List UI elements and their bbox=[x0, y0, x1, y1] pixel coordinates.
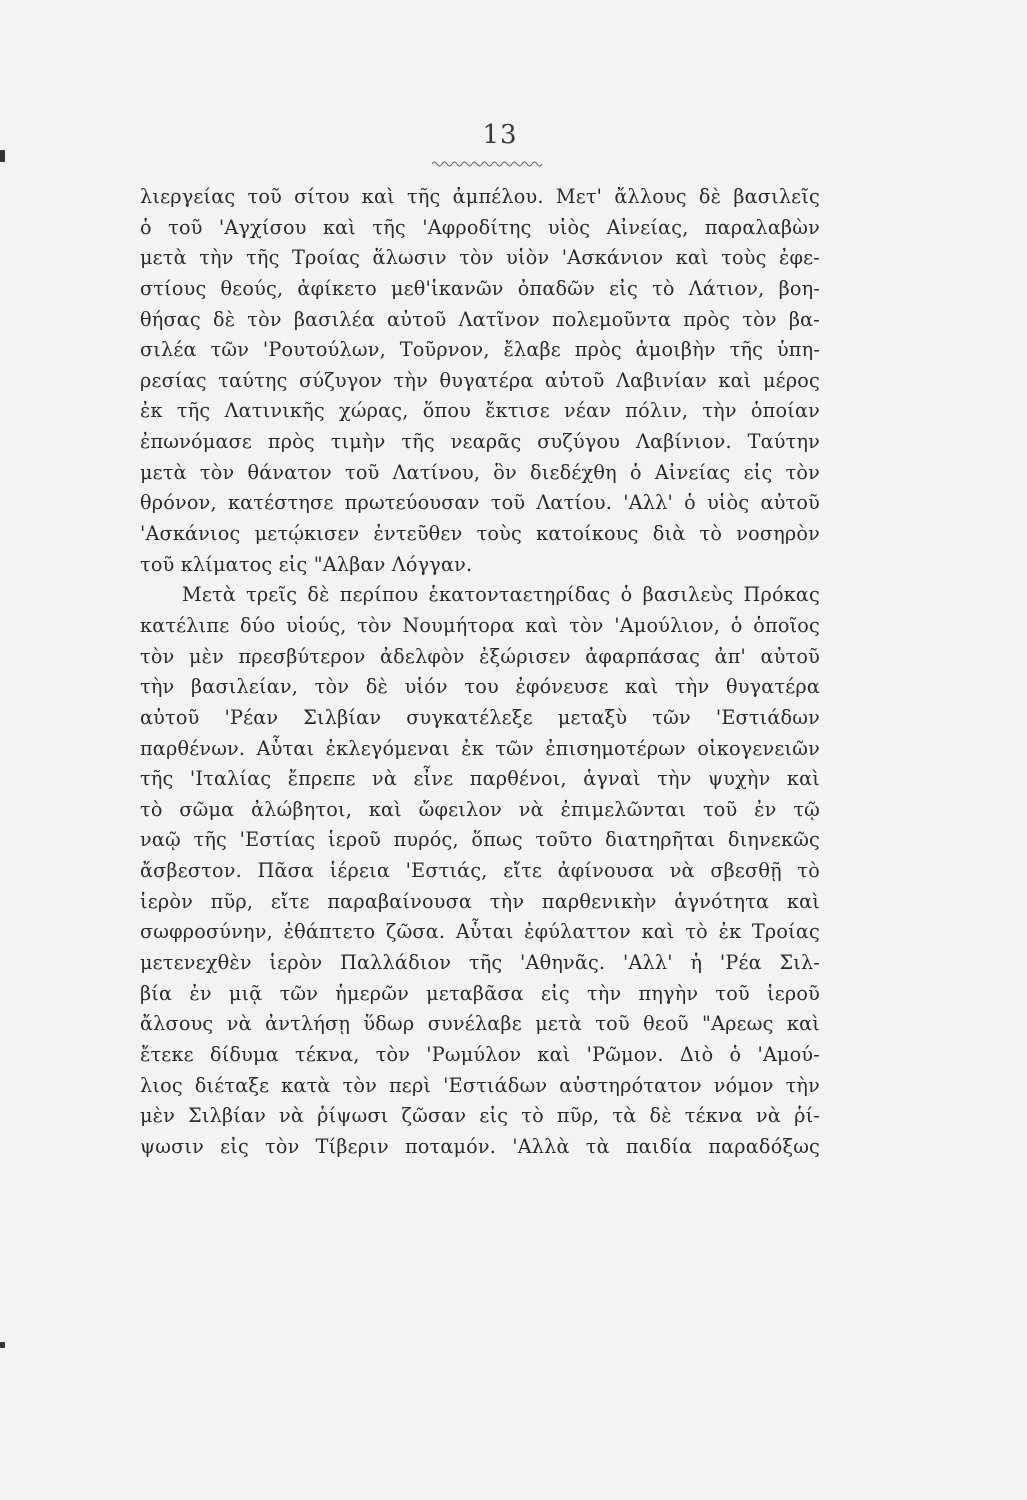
text-line: μετὰ τὴν τῆς Τροίας ἅλωσιν τὸν υἱὸν 'Ασκάνιον καὶ τοὺς ἐφε- bbox=[140, 246, 820, 270]
text-line: θήσας δὲ τὸν βασιλέα αὐτοῦ Λατῖνον πολεμοῦντα πρὸς τὸν βα- bbox=[140, 307, 820, 331]
text-line: τὴν βασιλείαν, τὸν δὲ υἱόν του ἐφόνευσε καὶ τὴν θυγατέρα bbox=[140, 675, 820, 699]
text-line: βία ἐν μιᾷ τῶν ἡμερῶν μεταβᾶσα εἰς τὴν πηγὴν τοῦ ἱεροῦ bbox=[140, 981, 820, 1005]
wavy-ornament-rule bbox=[432, 160, 544, 168]
text-line: μετὰ τὸν θάνατον τοῦ Λατίνου, ὃν διεδέχθη ὁ Αἰνείας εἰς τὸν bbox=[140, 460, 820, 484]
text-line: ἔτεκε δίδυμα τέκνα, τὸν 'Ρωμύλον καὶ 'Ρῶμον. Διὸ ὁ 'Αμού- bbox=[140, 1042, 820, 1066]
text-line: ἐπωνόμασε πρὸς τιμὴν τῆς νεαρᾶς συζύγου Λαβίνιον. Ταύτην bbox=[140, 430, 820, 454]
text-line: παρθένων. Αὗται ἐκλεγόμεναι ἐκ τῶν ἐπισημοτέρων οἰκογενειῶν bbox=[140, 736, 820, 760]
left-edge-mark-bottom bbox=[0, 1342, 5, 1348]
text-line: ὁ τοῦ 'Αγχίσου καὶ τῆς 'Αφροδίτης υἱὸς Αἰνείας, παραλαβὼν bbox=[140, 215, 820, 239]
text-line: στίους θεούς, ἀφίκετο μεθ'ἱκανῶν ὀπαδῶν εἰς τὸ Λάτιον, βοη- bbox=[140, 276, 820, 300]
text-line: λιεργείας τοῦ σίτου καὶ τῆς ἀμπέλου. Μετ' ἄλλους δὲ βασιλεῖς bbox=[140, 185, 820, 208]
text-line: ναῷ τῆς 'Εστίας ἱεροῦ πυρός, ὅπως τοῦτο διατηρῆται διηνεκῶς bbox=[140, 828, 820, 852]
text-line: σιλέα τῶν 'Ρουτούλων, Τοῦρνον, ἔλαβε πρὸς ἀμοιβὴν τῆς ὑπη- bbox=[140, 338, 820, 362]
page-number: 13 bbox=[482, 120, 518, 150]
text-line: τῆς 'Ιταλίας ἔπρεπε νὰ εἶνε παρθένοι, ἁγναὶ τὴν ψυχὴν καὶ bbox=[140, 767, 820, 791]
text-line: θρόνον, κατέστησε πρωτεύουσαν τοῦ Λατίου. 'Αλλ' ὁ υἱὸς αὐτοῦ bbox=[140, 491, 820, 515]
body-text bbox=[140, 182, 820, 1163]
paragraph-start-line: Μετὰ τρεῖς δὲ περίπου ἑκατονταετηρίδας ὁ βασιλεὺς Πρόκας bbox=[182, 583, 820, 607]
text-line: τὸν μὲν πρεσβύτερον ἀδελφὸν ἐξώρισεν ἀφαρπάσας ἀπ' αὐτοῦ bbox=[140, 644, 820, 668]
text-line: αὐτοῦ 'Ρέαν Σιλβίαν συγκατέλεξε μεταξὺ τῶν 'Εστιάδων bbox=[140, 705, 820, 729]
text-line: σωφροσύνην, ἐθάπτετο ζῶσα. Αὗται ἐφύλαττον καὶ τὸ ἐκ Τροίας bbox=[140, 920, 820, 944]
text-line: ἄλσους νὰ ἀντλήσῃ ὕδωρ συνέλαβε μετὰ τοῦ θεοῦ "Αρεως καὶ bbox=[140, 1012, 820, 1036]
text-line: μὲν Σιλβίαν νὰ ῥίψωσι ζῶσαν εἰς τὸ πῦρ, τὰ δὲ τέκνα νὰ ῥί- bbox=[140, 1104, 820, 1128]
text-line: λιος διέταξε κατὰ τὸν περὶ 'Εστιάδων αὐστηρότατον νόμον τὴν bbox=[140, 1073, 820, 1097]
text-line: ψωσιν εἰς τὸν Τίβεριν ποταμόν. 'Αλλὰ τὰ παιδία παραδόξως bbox=[140, 1134, 820, 1158]
text-line: ἄσβεστον. Πᾶσα ἱέρεια 'Εστιάς, εἴτε ἀφίνουσα νὰ σβεσθῇ τὸ bbox=[140, 859, 820, 883]
paragraph-end-line: τοῦ κλίματος εἰς "Αλβαν Λόγγαν. bbox=[140, 552, 473, 576]
text-line: ἱερὸν πῦρ, εἴτε παραβαίνουσα τὴν παρθενικὴν ἁγνότητα καὶ bbox=[140, 889, 820, 913]
text-line: ἐκ τῆς Λατινικῆς χώρας, ὅπου ἔκτισε νέαν πόλιν, τὴν ὁποίαν bbox=[140, 399, 820, 423]
text-line: τὸ σῶμα ἀλώβητοι, καὶ ὤφειλον νὰ ἐπιμελῶνται τοῦ ἐν τῷ bbox=[140, 797, 820, 821]
text-line: μετενεχθὲν ἱερὸν Παλλάδιον τῆς 'Αθηνᾶς. 'Αλλ' ἡ 'Ρέα Σιλ- bbox=[140, 951, 820, 975]
left-edge-mark-top bbox=[0, 150, 5, 162]
text-line: κατέλιπε δύο υἱούς, τὸν Νουμήτορα καὶ τὸν 'Αμούλιον, ὁ ὁποῖος bbox=[140, 613, 820, 637]
text-line: 'Ασκάνιος μετῴκισεν ἐντεῦθεν τοὺς κατοίκους διὰ τὸ νοσηρὸν bbox=[140, 522, 820, 546]
text-line: ρεσίας ταύτης σύζυγον τὴν θυγατέρα αὐτοῦ Λαβινίαν καὶ μέρος bbox=[140, 368, 820, 392]
